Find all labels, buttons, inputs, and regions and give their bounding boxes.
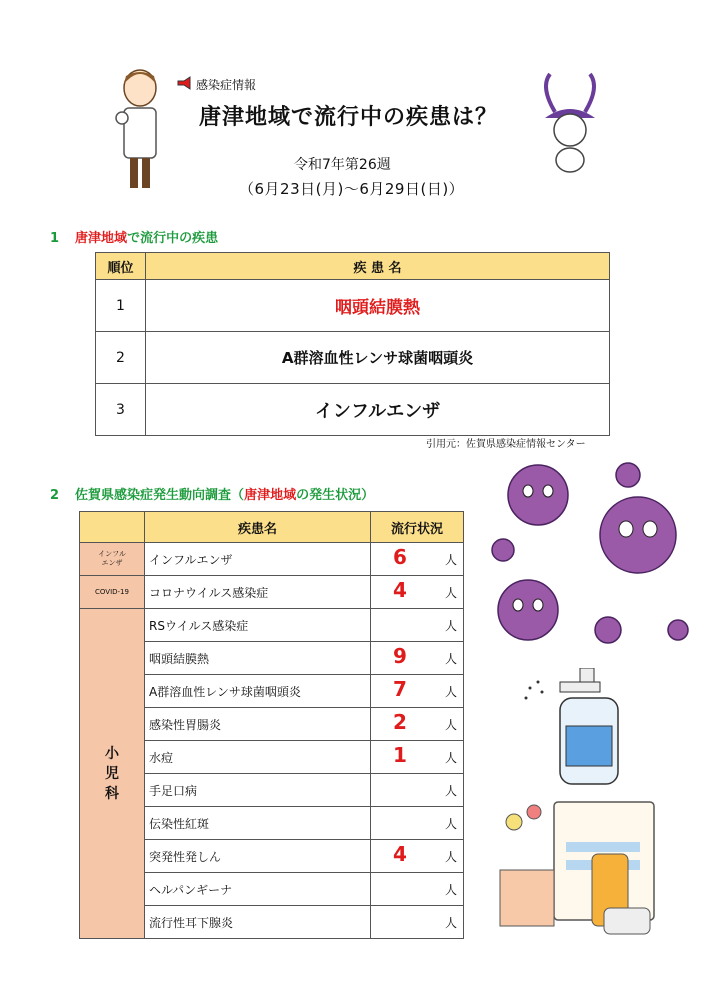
count-cell: 4 人	[371, 576, 464, 609]
disease-cell: インフルエンザ	[146, 384, 610, 436]
count-cell: 4 人	[371, 840, 464, 873]
disease-cell: 伝染性紅斑	[145, 807, 371, 840]
source-citation: 引用元：佐賀県感染症情報センター	[426, 439, 586, 450]
virus-illustration	[478, 455, 698, 665]
disease-cell: 感染性胃腸炎	[145, 708, 371, 741]
table-row	[80, 609, 464, 642]
disease-cell: 咽頭結膜熱	[145, 642, 371, 675]
count-cell: 7 人	[371, 675, 464, 708]
date-range: （6月23日(月)～6月29日(日)）	[239, 180, 465, 198]
medicine-illustration	[494, 792, 664, 942]
rank-cell: 1	[96, 280, 146, 332]
section1-heading: 1 唐津地域で流行中の疾患	[50, 231, 219, 246]
count-cell: 人	[371, 807, 464, 840]
disease-cell: 咽頭結膜熱	[146, 280, 610, 332]
doctor-illustration	[110, 66, 170, 192]
disease-cell: コロナウイルス感染症	[145, 576, 371, 609]
week-label: 令和7年第26週	[294, 157, 391, 173]
disease-cell: インフルエンザ	[145, 543, 371, 576]
col-disease: 疾患名	[145, 512, 371, 543]
ranking-table	[95, 252, 610, 436]
page-title: 唐津地域で流行中の疾患は？	[199, 105, 499, 130]
category-pediatrics: 小 児 科	[80, 609, 145, 939]
category-covid: COVID-19	[80, 576, 145, 609]
mascot-illustration	[535, 72, 605, 176]
disease-cell: 手足口病	[145, 774, 371, 807]
count-cell: 人	[371, 906, 464, 939]
col-disease: 疾 患 名	[146, 253, 610, 280]
col-status: 流行状況	[371, 512, 464, 543]
rank-cell: 2	[96, 332, 146, 384]
megaphone-icon	[176, 76, 194, 90]
count-cell: 6 人	[371, 543, 464, 576]
disease-cell: RSウイルス感染症	[145, 609, 371, 642]
disease-cell: 流行性耳下腺炎	[145, 906, 371, 939]
header-label: 感染症情報	[196, 78, 257, 92]
section2-heading: 2 佐賀県感染症発生動向調査（唐津地域の発生状況）	[50, 488, 375, 503]
table-row	[96, 384, 610, 436]
disease-cell: 水痘	[145, 741, 371, 774]
count-cell: 人	[371, 774, 464, 807]
corner-cell	[80, 512, 145, 543]
table-row	[80, 576, 464, 609]
disease-cell: ヘルパンギーナ	[145, 873, 371, 906]
sanitizer-illustration	[520, 668, 630, 788]
count-cell: 人	[371, 873, 464, 906]
table-row	[80, 543, 464, 576]
survey-table	[79, 511, 464, 939]
table-row	[96, 280, 610, 332]
table-row	[96, 332, 610, 384]
disease-cell: A群溶血性レンサ球菌咽頭炎	[145, 675, 371, 708]
count-cell: 人	[371, 609, 464, 642]
count-cell: 9 人	[371, 642, 464, 675]
rank-cell: 3	[96, 384, 146, 436]
count-cell: 2 人	[371, 708, 464, 741]
disease-cell: A群溶血性レンサ球菌咽頭炎	[146, 332, 610, 384]
col-rank: 順位	[96, 253, 146, 280]
category-flu: インフル エンザ	[80, 543, 145, 576]
disease-cell: 突発性発しん	[145, 840, 371, 873]
count-cell: 1 人	[371, 741, 464, 774]
